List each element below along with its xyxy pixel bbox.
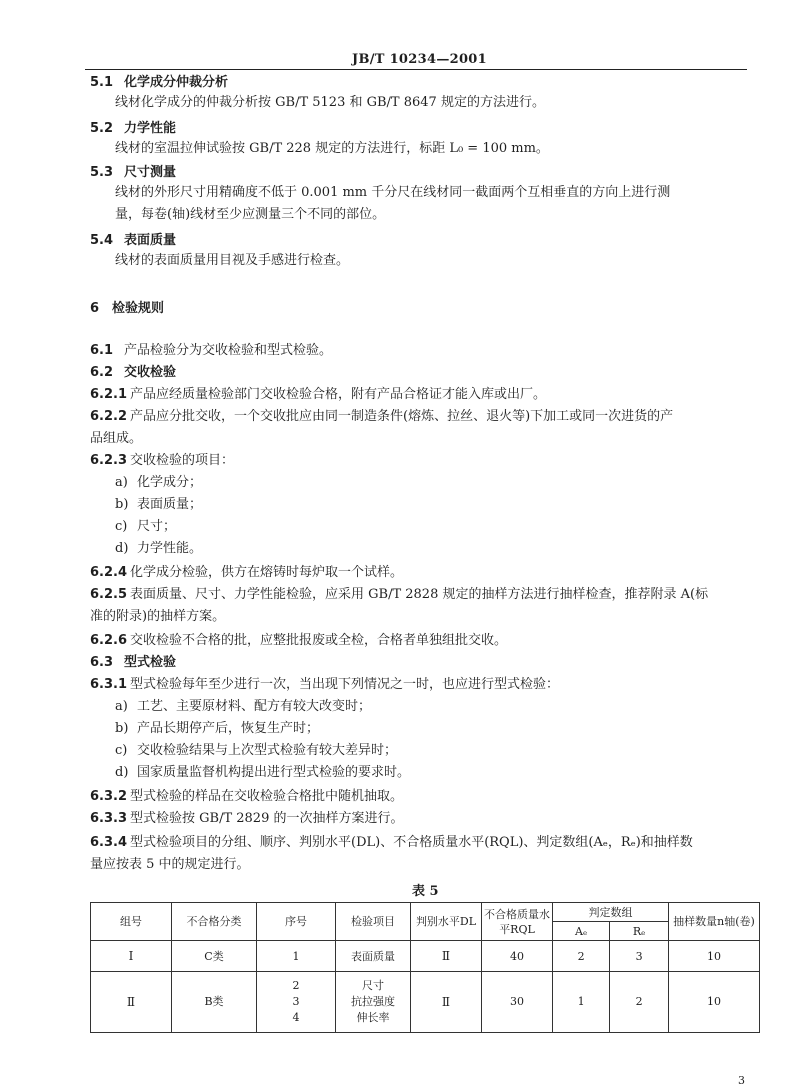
clause-text: 交收检验的项目： — [130, 453, 235, 468]
clause-number: b) — [115, 721, 129, 736]
clause-text: 表面质量、尺寸、力学性能检验，应采用 GB/T 2828 规定的抽样方法进行抽样检查，推荐附录 A(标 — [130, 587, 709, 602]
text-line — [115, 206, 385, 224]
clause-text: 产品应经质量检验部门交收检验合格，附有产品合格证才能入库或出厂。 — [130, 387, 547, 402]
clause-text: 力学性能。 — [137, 541, 203, 556]
text-line — [90, 408, 673, 426]
clause-number: 6.3 — [90, 655, 114, 670]
clause-heading: 化学成分仲裁分析 — [124, 75, 229, 90]
clause-heading: 检验规则 — [112, 301, 165, 316]
cell-seq: 2 3 4 — [257, 972, 336, 1033]
text-line — [90, 364, 176, 382]
text-line — [115, 720, 319, 738]
clause-text: 化学成分； — [137, 475, 203, 490]
clause-text: 产品长期停产后，恢复生产时； — [137, 721, 320, 736]
text-line — [90, 788, 403, 806]
clause-number: 6.3.1 — [90, 677, 128, 692]
cell-rql: 30 — [482, 972, 553, 1033]
clause-text: 品组成。 — [90, 431, 143, 446]
clause-number: 5.2 — [90, 121, 114, 136]
standard-code: JB/T 10234—2001 — [352, 52, 487, 67]
text-line — [115, 698, 371, 716]
clause-number: 6.2.5 — [90, 587, 128, 602]
clause-text: 产品应分批交收，一个交收批应由同一制造条件(熔炼、拉丝、退火等)下加工或同一次进货的产 — [130, 409, 674, 424]
text-line — [90, 300, 164, 318]
text-line — [90, 586, 708, 604]
cell-ac: 1 — [553, 972, 610, 1033]
text-line — [115, 742, 397, 760]
clause-number: 6.3.4 — [90, 835, 128, 850]
text-line — [90, 74, 228, 92]
clause-number: c) — [115, 519, 128, 534]
clause-number: 6.3.2 — [90, 789, 128, 804]
cell-item: 表面质量 — [336, 941, 411, 972]
clause-heading: 型式检验 — [124, 655, 177, 670]
cell-group: Ⅱ — [91, 972, 172, 1033]
col-sequence: 序号 — [257, 903, 336, 941]
clause-text: 化学成分检验，供方在熔铸时每炉取一个试样。 — [130, 565, 404, 580]
text-line — [115, 140, 549, 158]
clause-number: 6.2.4 — [90, 565, 128, 580]
table-5 — [90, 902, 760, 1033]
cell-rql: 40 — [482, 941, 553, 972]
clause-heading: 尺寸测量 — [124, 165, 177, 180]
cell-class: B类 — [172, 972, 257, 1033]
text-line — [90, 232, 176, 250]
clause-text: 工艺、主要原材料、配方有较大改变时； — [137, 699, 372, 714]
clause-text: 型式检验的样品在交收检验合格批中随机抽取。 — [130, 789, 404, 804]
text-line — [90, 430, 142, 448]
text-line — [115, 94, 545, 112]
clause-number: 6.2.3 — [90, 453, 128, 468]
clause-number: 6.3.3 — [90, 811, 128, 826]
clause-text: 型式检验项目的分组、顺序、判别水平(DL)、不合格质量水平(RQL)、判定数组(Aₑ，Rₑ)和抽样数 — [130, 835, 693, 850]
text-line — [90, 452, 234, 470]
table-row — [91, 972, 760, 1033]
clause-text: 交收检验结果与上次型式检验有较大差异时； — [137, 743, 398, 758]
clause-text: 表面质量； — [137, 497, 203, 512]
text-line — [90, 608, 225, 626]
clause-number: 5.3 — [90, 165, 114, 180]
header-rule — [85, 69, 747, 70]
text-line — [90, 810, 403, 828]
text-line — [115, 252, 349, 270]
col-re: Rₑ — [610, 922, 669, 941]
text-line — [90, 564, 403, 582]
clause-text: 准的附录)的抽样方案。 — [90, 609, 226, 624]
clause-number: 6.2.1 — [90, 387, 128, 402]
text-line — [90, 164, 176, 182]
text-line — [115, 474, 202, 492]
text-line — [115, 540, 202, 558]
clause-text: 线材的外形尺寸用精确度不低于 0.001 mm 千分尺在线材同一截面两个互相垂直的方向上进行测 — [115, 185, 671, 200]
clause-number: 5.1 — [90, 75, 114, 90]
col-rql: 不合格质量水平RQL — [482, 903, 553, 941]
cell-class: C类 — [172, 941, 257, 972]
col-nonconform-class: 不合格分类 — [172, 903, 257, 941]
clause-heading: 力学性能 — [124, 121, 177, 136]
col-decision: 判定数组 — [553, 903, 669, 922]
clause-text: 国家质量监督机构提出进行型式检验的要求时。 — [137, 765, 411, 780]
clause-heading: 交收检验 — [124, 365, 177, 380]
text-line — [115, 496, 202, 514]
text-line — [115, 184, 670, 202]
clause-text: 型式检验按 GB/T 2829 的一次抽样方案进行。 — [130, 811, 404, 826]
clause-text: 量，每卷(轴)线材至少应测量三个不同的部位。 — [115, 207, 386, 222]
cell-n: 10 — [669, 972, 760, 1033]
cell-ac: 2 — [553, 941, 610, 972]
clause-text: 线材化学成分的仲裁分析按 GB/T 5123 和 GB/T 8647 规定的方法进行。 — [115, 95, 545, 110]
text-line — [90, 386, 546, 404]
table-row — [91, 941, 760, 972]
col-group: 组号 — [91, 903, 172, 941]
clause-text: 线材的表面质量用目视及手感进行检查。 — [115, 253, 350, 268]
cell-n: 10 — [669, 941, 760, 972]
clause-number: 6 — [90, 301, 100, 316]
clause-heading: 表面质量 — [124, 233, 177, 248]
cell-group: Ⅰ — [91, 941, 172, 972]
text-line — [90, 632, 507, 650]
table-title: 表 5 — [412, 884, 439, 899]
clause-number: 5.4 — [90, 233, 114, 248]
clause-text: 产品检验分为交收检验和型式检验。 — [124, 343, 333, 358]
clause-number: a) — [115, 475, 128, 490]
cell-re: 3 — [610, 941, 669, 972]
clause-number: 6.2.2 — [90, 409, 128, 424]
text-line — [90, 856, 250, 874]
clause-number: a) — [115, 699, 128, 714]
text-line — [115, 518, 176, 536]
col-sample-size: 抽样数量n轴(卷) — [669, 903, 760, 941]
text-line — [115, 764, 410, 782]
clause-text: 线材的室温拉伸试验按 GB/T 228 规定的方法进行，标距 L₀ = 100 mm。 — [115, 141, 549, 156]
clause-number: 6.1 — [90, 343, 114, 358]
clause-number: d) — [115, 765, 129, 780]
text-line — [90, 342, 332, 360]
clause-text: 量应按表 5 中的规定进行。 — [90, 857, 250, 872]
cell-item: 尺寸 抗拉强度 伸长率 — [336, 972, 411, 1033]
clause-number: b) — [115, 497, 129, 512]
text-line — [90, 834, 693, 852]
cell-dl: Ⅱ — [411, 972, 482, 1033]
page-number: 3 — [738, 1074, 745, 1087]
clause-number: d) — [115, 541, 129, 556]
col-test-item: 检验项目 — [336, 903, 411, 941]
clause-number: 6.2 — [90, 365, 114, 380]
clause-text: 尺寸； — [137, 519, 177, 534]
clause-number: c) — [115, 743, 128, 758]
col-dl: 判别水平DL — [411, 903, 482, 941]
text-line — [90, 654, 176, 672]
clause-text: 交收检验不合格的批，应整批报废或全检，合格者单独组批交收。 — [130, 633, 508, 648]
text-line — [90, 676, 559, 694]
cell-dl: Ⅱ — [411, 941, 482, 972]
cell-seq: 1 — [257, 941, 336, 972]
text-line — [90, 120, 176, 138]
clause-text: 型式检验每年至少进行一次，当出现下列情况之一时，也应进行型式检验： — [130, 677, 560, 692]
cell-re: 2 — [610, 972, 669, 1033]
clause-number: 6.2.6 — [90, 633, 128, 648]
col-ac: Aₑ — [553, 922, 610, 941]
